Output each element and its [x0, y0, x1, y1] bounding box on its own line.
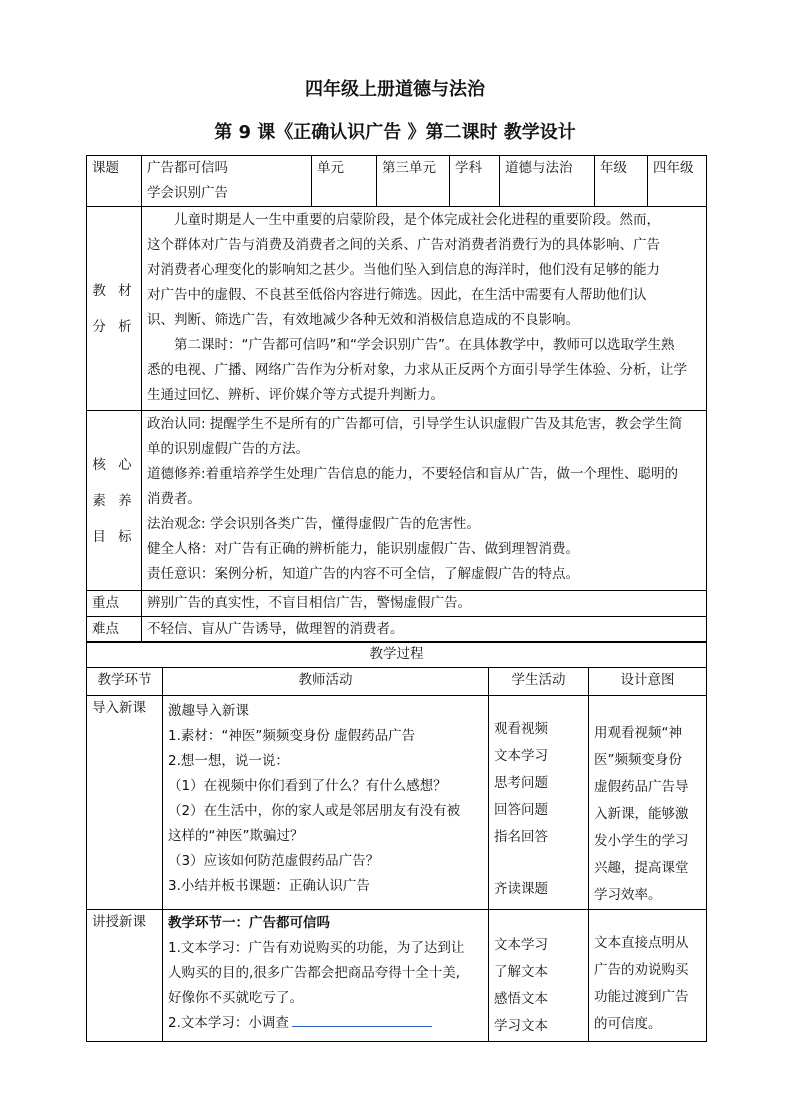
text-line: 1.素材：“神医”频频变身份 虚假药品广告: [168, 728, 416, 744]
text-line: 思考问题: [494, 775, 548, 791]
text-line: 2.想一想，说一说：: [168, 753, 289, 769]
text-line: 责任意识：案例分析，知道广告的内容不可全信，了解虚假广告的特点。: [147, 566, 579, 582]
text-line: 激趣导入新课: [168, 703, 249, 719]
difficulty-text: 不轻信、盲从广告诱导，做理智的消费者。: [142, 617, 707, 643]
text-line: 虚假药品广告导: [594, 779, 689, 795]
teach-stage: 讲授新课: [87, 910, 163, 1042]
unit-value: 第三单元: [377, 156, 450, 207]
text-line: 功能过渡到广告: [594, 989, 689, 1005]
text-line: 3.小结并板书课题：正确认识广告: [168, 878, 370, 894]
goals-row: [87, 411, 707, 591]
text-line: 回答问题: [494, 802, 548, 818]
intro-row: [87, 696, 707, 910]
text-line: 第二课时：“广告都可信吗”和“学会识别广告”。在具体教学中，教师可以选取学生熟: [174, 337, 675, 353]
text-line: 2.文本学习：小调查: [168, 1015, 289, 1031]
subject-value: 道德与法治: [500, 156, 595, 207]
info-row: [87, 156, 707, 207]
text-line: 了解文本: [494, 964, 548, 980]
text-line: （2）在生活中，你的家人或是邻居朋友有没有被: [168, 803, 461, 819]
topic-value: [142, 156, 312, 207]
intro-teacher: [163, 696, 489, 910]
text-line: 单的识别虚假广告的方法。: [147, 441, 309, 457]
page-title: 四年级上册道德与法治: [305, 79, 485, 100]
process-title-row: [87, 642, 707, 668]
teach-row: [87, 910, 707, 1042]
text-line: 齐读课题: [494, 881, 548, 897]
label-char: 素 养: [92, 492, 136, 509]
text-line: 观看视频: [494, 721, 548, 737]
text-line: （3）应该如何防范虚假药品广告？: [168, 853, 380, 869]
text-line: 发小学生的学习: [594, 833, 689, 849]
text-line: 这样的“神医”欺骗过？: [168, 828, 304, 844]
topic-line: 学会识别广告: [147, 185, 228, 201]
text-line: 对广告中的虚假、不良甚至低俗内容进行筛选。因此，在生活中需要有人帮助他们认: [147, 287, 647, 303]
text-line: 这个群体对广告与消费及消费者之间的关系、广告对消费者消费行为的具体影响、广告: [147, 237, 660, 253]
intro-intent: [589, 696, 707, 910]
unit-label: 单元: [312, 156, 377, 207]
text-line: 指名回答: [494, 829, 548, 845]
text-line: 1.文本学习：广告有劝说购买的功能，为了达到让: [168, 940, 465, 956]
text-line: 悉的电视、广播、网络广告作为分析对象，力求从正反两个方面引导学生体验、分析，让学: [147, 362, 687, 378]
teach-teacher: [163, 910, 489, 1042]
text-line: 对消费者心理变化的影响知之甚少。当他们坠入到信息的海洋时，他们没有足够的能力: [147, 262, 660, 278]
text-line: （1）在视频中你们看到了什么？有什么感想？: [168, 778, 447, 794]
page-subtitle: 第 9 课《正确认识广告 》第二课时 教学设计: [214, 122, 576, 143]
subject-label: 学科: [450, 156, 500, 207]
text-line: 生通过回忆、辨析、评价媒介等方式提升判断力。: [147, 387, 444, 403]
text-line: 识、判断、筛选广告，有效地减少各种无效和消极信息造成的不良影响。: [147, 312, 579, 328]
text-line: 医”频频变身份: [594, 752, 682, 768]
text-line: 法治观念: 学会识别各类广告，懂得虚假广告的危害性。: [147, 516, 480, 532]
label-char: 教 材: [92, 282, 136, 299]
teach-intent: [589, 910, 707, 1042]
key-point-label: 重点: [87, 591, 142, 617]
text-line: 学习效率。: [594, 887, 662, 903]
spacer: [494, 851, 583, 876]
goals-text: [142, 411, 707, 591]
difficulty-label: 难点: [87, 617, 142, 643]
analysis-text: [142, 207, 707, 411]
text-line: 人购买的目的,很多广告都会把商品夸得十全十美,: [168, 965, 461, 981]
text-line: 文本直接点明从: [594, 935, 689, 951]
text-line: 文本学习: [494, 748, 548, 764]
grade-value: 四年级: [648, 156, 707, 207]
text-line: 文本学习: [494, 937, 548, 953]
analysis-label: [87, 207, 142, 411]
text-line: 儿童时期是人一生中重要的启蒙阶段，是个体完成社会化进程的重要阶段。然而，: [174, 212, 660, 228]
text-line: 好像你不买就吃亏了。: [168, 990, 303, 1006]
text-line: 学习文本: [494, 1018, 548, 1034]
text-line: 入新课，能够激: [594, 806, 689, 822]
label-char: 核 心: [92, 456, 136, 473]
header-intent: 设计意图: [589, 668, 707, 696]
label-char: 分 析: [92, 318, 136, 335]
topic-line: 广告都可信吗: [147, 160, 228, 176]
process-title: 教学过程: [87, 642, 707, 668]
header-stage: 教学环节: [87, 668, 163, 696]
grade-label: 年级: [595, 156, 648, 207]
difficulty-row: [87, 617, 707, 643]
header-students: 学生活动: [489, 668, 589, 696]
text-line: 广告的劝说购买: [594, 962, 689, 978]
text-line: 用观看视频“神: [594, 725, 682, 741]
text-line: 健全人格：对广告有正确的辨析能力，能识别虚假广告、做到理智消费。: [147, 541, 579, 557]
teach-students: [489, 910, 589, 1042]
topic-label: 课题: [87, 156, 142, 207]
text-line: 消费者。: [147, 491, 201, 507]
key-point-text: 辨别广告的真实性，不盲目相信广告，警惕虚假广告。: [142, 591, 707, 617]
key-point-row: [87, 591, 707, 617]
text-line: 政治认同: 提醒学生不是所有的广告都可信，引导学生认识虚假广告及其危害，教会学生简: [147, 416, 683, 432]
lesson-info-table: [86, 155, 707, 643]
text-line: 道德修养:着重培养学生处理广告信息的能力，不要轻信和盲从广告，做一个理性、聪明的: [147, 466, 679, 482]
label-char: 目 标: [92, 528, 136, 545]
intro-students: [489, 696, 589, 910]
analysis-row: [87, 207, 707, 411]
process-header-row: [87, 668, 707, 696]
goals-label: [87, 411, 142, 591]
text-line: 的可信度。: [594, 1016, 662, 1032]
fill-blank-line: [292, 1012, 432, 1027]
teaching-process-table: [86, 641, 707, 1042]
text-line: 感悟文本: [494, 991, 548, 1007]
intro-stage: 导入新课: [87, 696, 163, 910]
text-line-with-blank: [168, 1011, 483, 1036]
header-teacher: 教师活动: [163, 668, 489, 696]
section-heading: 教学环节一：广告都可信吗: [168, 915, 330, 931]
text-line: 兴趣，提高课堂: [594, 860, 689, 876]
